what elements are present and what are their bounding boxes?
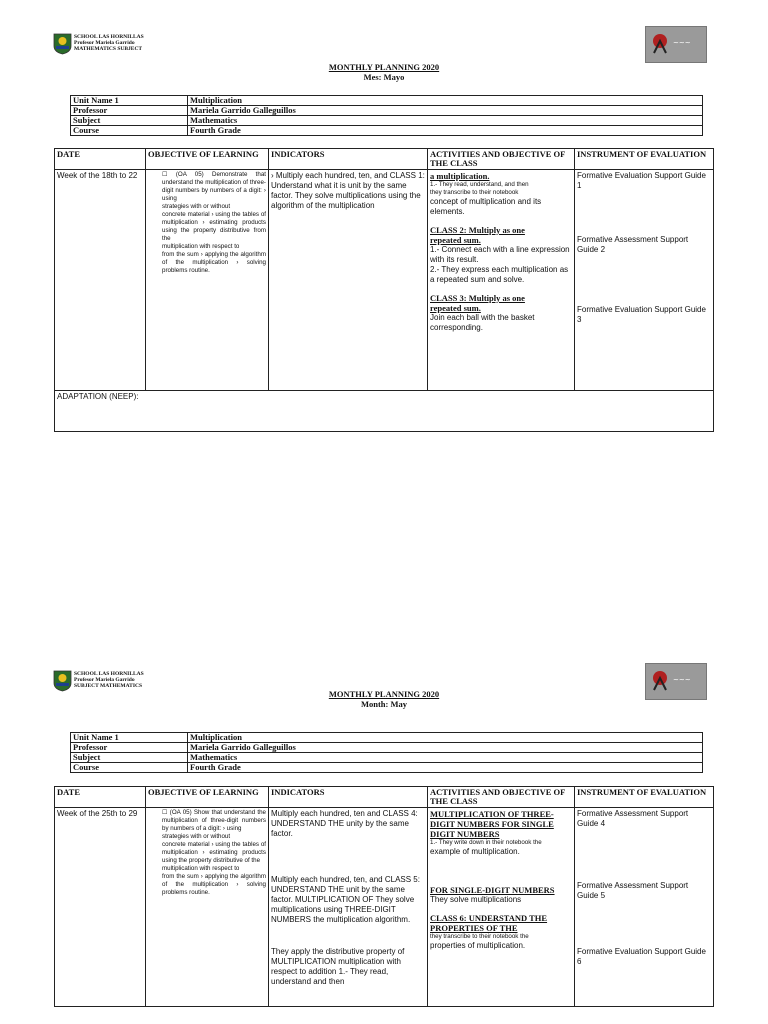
activity-line: repeated sum. <box>430 235 481 245</box>
info-row <box>71 743 703 753</box>
info-label: Unit Name 1 <box>71 96 188 106</box>
activity-line: properties of multiplication. <box>430 941 526 950</box>
info-value: Fourth Grade <box>188 126 703 136</box>
info-value: Mariela Garrido Galleguillos <box>188 743 703 753</box>
info-row <box>71 753 703 763</box>
objective-text: ☐ (OA 05) Show that understand the multiplication of three-digit numbers by numbers of a digit: › using <box>162 809 266 832</box>
date-cell: Week of the 25th to 29 <box>55 808 146 1007</box>
header-activities: ACTIVITIES AND OBJECTIVE OF THE CLASS <box>428 149 575 170</box>
page-title: MONTHLY PLANNING 2020 <box>328 62 440 72</box>
school-teacher: Profesor Mariela Garrido <box>74 677 135 683</box>
school-header <box>74 671 144 689</box>
planning-table <box>54 148 714 432</box>
school-name: SCHOOL LAS HORNILLAS <box>74 34 144 40</box>
info-table <box>70 732 703 773</box>
header-row <box>55 149 714 170</box>
activity-line: concept of multiplication and its elements. <box>430 197 542 216</box>
class-logo <box>645 26 707 63</box>
header-evaluation: INSTRUMENT OF EVALUATION <box>575 149 714 170</box>
school-logo <box>53 33 72 55</box>
activity-line: example of multiplication. <box>430 847 520 856</box>
activity-line: 1.- Connect each with a line expression with its result. <box>430 245 570 264</box>
header-activities: ACTIVITIES AND OBJECTIVE OF THE CLASS <box>428 787 575 808</box>
info-row <box>71 106 703 116</box>
evaluation-item: Formative Assessment Support Guide 5 <box>577 881 689 900</box>
svg-text:~~~: ~~~ <box>673 676 691 684</box>
page-title-block <box>304 62 464 82</box>
school-subject: MATHEMATICS SUBJECT <box>74 46 143 52</box>
planning-table <box>54 786 714 1007</box>
objective-cell <box>146 808 269 1007</box>
svg-text:~~~: ~~~ <box>673 39 691 47</box>
class-title: FOR SINGLE-DIGIT NUMBERS <box>430 885 555 895</box>
indicator-item: Multiply each hundred, ten and CLASS 4: UNDERSTAND THE unity by the same factor. <box>271 809 418 838</box>
header-date: DATE <box>55 149 146 170</box>
school-logo <box>53 670 72 692</box>
header-row <box>55 787 714 808</box>
page-subtitle: Month: May <box>360 699 408 709</box>
info-value: Fourth Grade <box>188 763 703 773</box>
objective-text: multiplication with respect to <box>162 865 240 872</box>
header-indicators: INDICATORS <box>269 787 428 808</box>
activities-cell <box>428 808 575 1007</box>
class-logo <box>645 663 707 700</box>
evaluation-item: Formative Assessment Support Guide 4 <box>577 809 689 828</box>
class-title: CLASS 6: UNDERSTAND THE PROPERTIES OF THE <box>430 913 548 933</box>
activity-line: 1.- They write down in their notebook the <box>430 839 542 846</box>
class-title: a multiplication. <box>430 171 490 181</box>
class-title: MULTIPLICATION OF THREE-DIGIT NUMBERS FOR SINGLE DIGIT NUMBERS <box>430 809 554 839</box>
header-objective: OBJECTIVE OF LEARNING <box>146 149 269 170</box>
objective-cell <box>146 170 269 391</box>
info-row <box>71 96 703 106</box>
activity-line: 2.- They express each multiplication as a repeated sum and solve. <box>430 265 569 284</box>
class-title: CLASS 3: Multiply as one <box>430 293 525 303</box>
header-objective: OBJECTIVE OF LEARNING <box>146 787 269 808</box>
activities-cell <box>428 170 575 391</box>
adaptation-row <box>55 391 714 432</box>
content-row <box>55 808 714 1007</box>
activity-line: 1.- They read, understand, and then <box>430 181 529 188</box>
info-value: Mathematics <box>188 116 703 126</box>
school-subject: SUBJECT MATHEMATICS <box>74 683 142 689</box>
page-title: MONTHLY PLANNING 2020 <box>328 689 440 699</box>
school-header <box>74 34 144 52</box>
indicator-item: They apply the distributive property of MULTIPLICATION multiplication with respect to addition 1.- They read, understand and then <box>271 947 405 986</box>
evaluation-item: Formative Evaluation Support Guide 3 <box>577 305 706 324</box>
page-subtitle: Mes: Mayo <box>363 72 405 82</box>
objective-text: strategies with or without <box>162 833 231 840</box>
info-value: Multiplication <box>188 96 703 106</box>
info-value: Mariela Garrido Galleguillos <box>188 106 703 116</box>
info-label: Course <box>71 126 188 136</box>
header-date: DATE <box>55 787 146 808</box>
info-label: Unit Name 1 <box>71 733 188 743</box>
info-row <box>71 733 703 743</box>
info-table <box>70 95 703 136</box>
indicators-cell: › Multiply each hundred, ten, and CLASS 1: Understand what it is unit by the same factor. They solve multiplications using the algorithm of the multiplication <box>269 170 428 391</box>
evaluation-item: Formative Assessment Support Guide 2 <box>577 235 689 254</box>
activity-line: they transcribe to their notebook the <box>430 933 529 940</box>
evaluation-item: Formative Evaluation Support Guide 1 <box>577 171 706 190</box>
evaluation-cell <box>575 170 714 391</box>
info-row <box>71 126 703 136</box>
evaluation-cell <box>575 808 714 1007</box>
info-row <box>71 763 703 773</box>
activity-line: They solve multiplications <box>430 895 522 904</box>
objective-text: strategies with or without <box>162 203 231 210</box>
content-row <box>55 170 714 391</box>
info-value: Mathematics <box>188 753 703 763</box>
school-name: SCHOOL LAS HORNILLAS <box>74 671 144 677</box>
info-label: Course <box>71 763 188 773</box>
page-title-block <box>304 689 464 709</box>
objective-text: multiplication with respect to <box>162 243 240 250</box>
indicators-cell <box>269 808 428 1007</box>
objective-text: ☐ (OA 05) Demonstrate that understand the multiplication of three-digit numbers by numbers of a digit: › using <box>162 171 266 202</box>
indicator-item: Multiply each hundred, ten, and CLASS 5: UNDERSTAND THE unit by the same factor. MULTIPLICATION OF They solve multiplications using THREE-DIGIT NUMBERS the multiplication algorithm. <box>271 875 420 924</box>
header-evaluation: INSTRUMENT OF EVALUATION <box>575 787 714 808</box>
objective-text: concrete material › using the tables of multiplication › estimating products using the property distributive of the <box>162 841 266 864</box>
adaptation-cell: ADAPTATION (NEEP): <box>55 391 714 432</box>
info-row <box>71 116 703 126</box>
objective-text: from the sum › applying the algorithm of the multiplication › solving problems routine. <box>162 251 266 274</box>
evaluation-item: Formative Evaluation Support Guide 6 <box>577 947 706 966</box>
info-value: Multiplication <box>188 733 703 743</box>
date-cell: Week of the 18th to 22 <box>55 170 146 391</box>
activity-line: repeated sum. <box>430 303 481 313</box>
activity-line: they transcribe to their notebook <box>430 189 519 196</box>
info-label: Professor <box>71 106 188 116</box>
info-label: Subject <box>71 116 188 126</box>
activity-line: Join each ball with the basket corresponding. <box>430 313 535 332</box>
info-label: Professor <box>71 743 188 753</box>
class-title: CLASS 2: Multiply as one <box>430 225 525 235</box>
school-teacher: Profesor Mariela Garrido <box>74 40 135 46</box>
objective-text: from the sum › applying the algorithm of the multiplication › solving problems routine. <box>162 873 266 896</box>
objective-text: concrete material › using the tables of multiplication › estimating products using the property distributive from the <box>162 211 266 242</box>
info-label: Subject <box>71 753 188 763</box>
header-indicators: INDICATORS <box>269 149 428 170</box>
